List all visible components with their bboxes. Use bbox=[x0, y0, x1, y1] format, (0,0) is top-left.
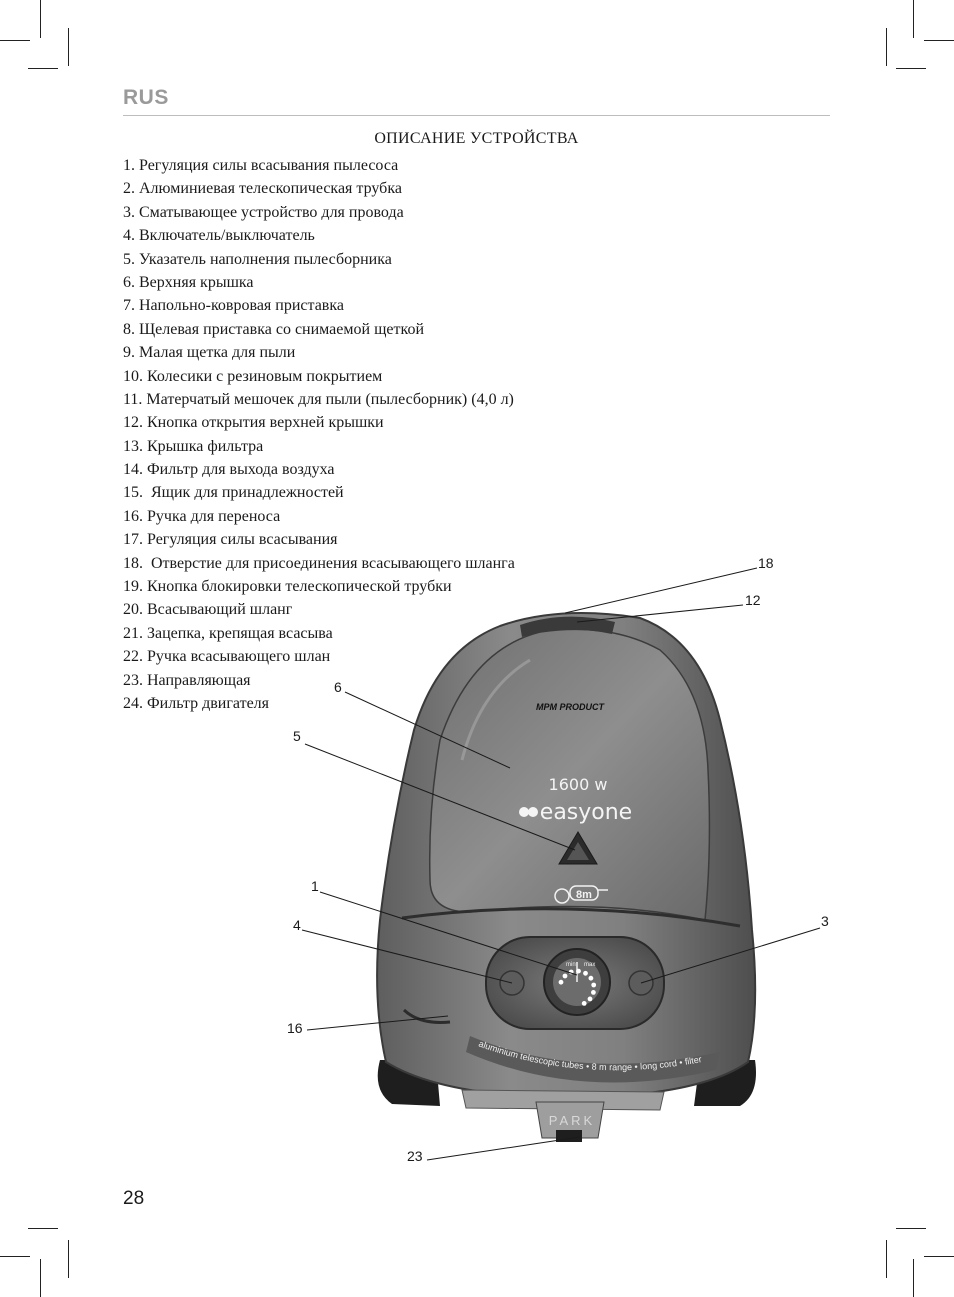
part-item: 2. Алюминиевая телескопическая трубка bbox=[123, 180, 402, 198]
power-label: 1600 w bbox=[548, 775, 608, 794]
part-item: 23. Направляющая bbox=[123, 671, 251, 689]
dial-dot bbox=[563, 974, 568, 979]
dial-dot bbox=[588, 997, 593, 1002]
part-item: 3. Сматывающее устройство для провода bbox=[123, 203, 404, 221]
cord-badge-label: 8m bbox=[576, 889, 592, 901]
callout-12: 12 bbox=[745, 592, 761, 608]
section-title: ОПИСАНИЕ УСТРОЙСТВА bbox=[374, 130, 579, 147]
dial-min-label: min bbox=[566, 962, 576, 968]
dial-dot bbox=[591, 983, 596, 988]
part-item: 14. Фильтр для выхода воздуха bbox=[123, 461, 335, 479]
part-item: 19. Кнопка блокировки телескопической трубки bbox=[123, 578, 452, 596]
dial-max-label: max bbox=[584, 962, 596, 968]
part-item: 12. Кнопка открытия верхней крышки bbox=[123, 414, 384, 432]
part-item: 15. Ящик для принадлежностей bbox=[123, 484, 344, 502]
part-item: 13. Крышка фильтра bbox=[123, 437, 264, 455]
part-item: 17. Регуляция силы всасывания bbox=[123, 531, 338, 549]
part-item: 8. Щелевая приставка со снимаемой щеткой bbox=[123, 320, 425, 338]
page-number: 28 bbox=[123, 1188, 145, 1209]
part-item: 21. Зацепка, крепящая всасыва bbox=[123, 624, 333, 642]
model-logo-mark bbox=[528, 807, 538, 817]
leader-line-23 bbox=[427, 1137, 580, 1160]
callout-4: 4 bbox=[293, 917, 301, 933]
callout-16: 16 bbox=[287, 1020, 303, 1036]
dial-dot bbox=[559, 980, 564, 985]
part-item: 6. Верхняя крышка bbox=[123, 273, 254, 291]
part-item: 16. Ручка для переноса bbox=[123, 507, 281, 525]
part-item: 9. Малая щетка для пыли bbox=[123, 344, 296, 362]
dial-dot bbox=[582, 1001, 587, 1006]
part-item: 20. Всасывающий шланг bbox=[123, 601, 293, 619]
part-item: 4. Включатель/выключатель bbox=[123, 227, 315, 245]
callout-18: 18 bbox=[758, 555, 774, 571]
dial-dot bbox=[591, 990, 596, 995]
callout-6: 6 bbox=[334, 679, 342, 695]
part-item: 1. Регуляция силы всасывания пылесоса bbox=[123, 157, 399, 174]
callout-3: 3 bbox=[821, 913, 829, 929]
part-item: 7. Напольно-ковровая приставка bbox=[123, 297, 344, 315]
part-item: 22. Ручка всасывающего шлан bbox=[123, 648, 331, 666]
dial-dot bbox=[583, 971, 588, 976]
park-label: PARK bbox=[548, 1113, 596, 1128]
language-label: RUS bbox=[123, 86, 169, 109]
part-item: 18. Отверстие для присоединения всасывающего шланга bbox=[123, 554, 515, 572]
dial-dot bbox=[589, 976, 594, 981]
part-item: 10. Колесики с резиновым покрытием bbox=[123, 367, 383, 385]
dial-dot bbox=[576, 969, 581, 974]
part-item: 24. Фильтр двигателя bbox=[123, 694, 270, 712]
callout-5: 5 bbox=[293, 728, 301, 744]
callout-23: 23 bbox=[407, 1148, 423, 1164]
model-name: easyone bbox=[539, 800, 633, 825]
callout-1: 1 bbox=[311, 878, 319, 894]
brand-logo: MPM PRODUCT bbox=[536, 702, 604, 712]
part-item: 11. Матерчатый мешочек для пыли (пылесборник) (4,0 л) bbox=[123, 390, 514, 408]
band-text-path: aluminium telescopic tubes • 8 m range • long cord • filter bbox=[477, 1038, 703, 1073]
model-logo-mark bbox=[519, 807, 529, 817]
part-item: 5. Указатель наполнения пылесборника bbox=[123, 250, 392, 268]
